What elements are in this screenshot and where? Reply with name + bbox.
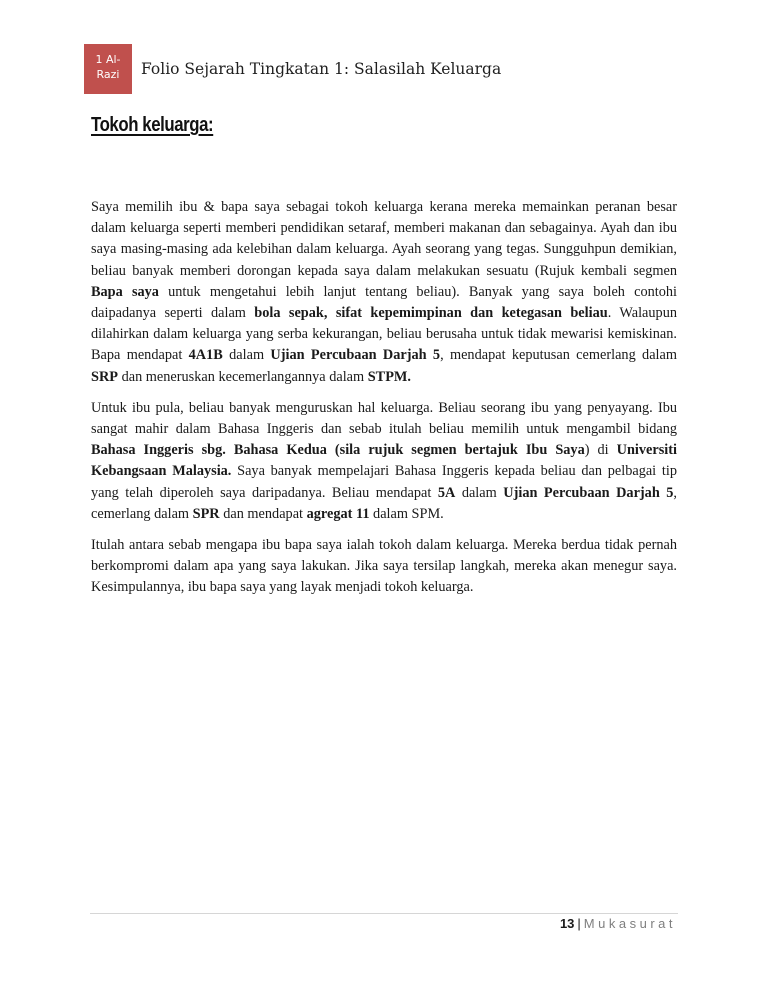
bold-run: STPM. (367, 368, 411, 385)
class-badge-line2: Razi (96, 68, 120, 81)
text-run: dalam SPM. (369, 505, 444, 522)
footer-divider (90, 913, 678, 914)
text-run: Saya memilih ibu & bapa saya sebagai tokoh keluarga kerana mereka memainkan peranan besar dalam keluarga seperti memberi pendidikan setaraf, memberi makanan dan sebagainya. Ayah dan ibu saya masing-masing ada kelebihan dalam keluarga. Ayah seorang yang tegas. Sungguhpun demikian, beliau banyak memberi dorongan kepada saya dalam melakukan sesuatu (Rujuk kembali segmen (91, 199, 677, 279)
text-run: dalam (455, 484, 504, 501)
bold-run: SPR (192, 505, 220, 522)
text-run: , mendapat keputusan cemerlang dalam (440, 347, 677, 364)
footer-label: Mukasurat (583, 916, 676, 931)
document-header-title: Folio Sejarah Tingkatan 1: Salasilah Keluarga (141, 60, 502, 78)
bold-run: Bapa saya (91, 283, 159, 300)
text-run: ) di (584, 442, 617, 459)
bold-run: Ujian Percubaan Darjah 5 (503, 484, 674, 501)
bold-run: Ujian Percubaan Darjah 5 (270, 347, 441, 364)
text-run: Itulah antara sebab mengapa ibu bapa saya ialah tokoh dalam keluarga. Mereka berdua tidak pernah berkompromi dalam apa yang saya lakukan. Jika saya tersilap langkah, mereka akan menegur saya. Kesimpulannya, ibu bapa saya yang layak menjadi tokoh keluarga. (91, 537, 677, 596)
class-badge (84, 44, 132, 94)
bold-run: Universiti Kebangsaan Malaysia. (91, 442, 678, 480)
section-heading: Tokoh keluarga: (91, 114, 214, 136)
paragraph (91, 197, 677, 388)
page-number: 13 (559, 916, 575, 931)
page-footer (560, 916, 676, 931)
text-run: Untuk ibu pula, beliau banyak menguruskan hal keluarga. Beliau seorang ibu yang penyayang. Ibu sangat mahir dalam Bahasa Inggeris dan sebab itulah beliau memilih untuk mengambil bidang (91, 399, 677, 438)
bold-run: SRP (91, 368, 119, 385)
body-text (91, 197, 677, 609)
text-run: . Walaupun dilahirkan dalam keluarga yang serba kekurangan, beliau berusaha untuk tidak mewarisi kemiskinan. Bapa mendapat (91, 305, 677, 364)
text-run: dan meneruskan kecemerlangannya dalam (118, 368, 368, 385)
text-run: untuk mengetahui lebih lanjut tentang beliau). Banyak yang saya boleh contohi daipadanya seperti dalam (91, 283, 677, 322)
text-run: dan mendapat (219, 505, 307, 522)
bold-run: 5A (437, 484, 456, 501)
bold-run: bola sepak, sifat kepemimpinan dan ketegasan beliau (254, 305, 608, 322)
paragraph (91, 398, 677, 525)
text-run: , cemerlang dalam (91, 484, 677, 522)
text-run: Saya banyak mempelajari Bahasa Inggeris kepada beliau dan pelbagai tip yang telah diperoleh saya daripadanya. Beliau mendapat (91, 463, 677, 501)
bold-run: Bahasa Inggeris sbg. Bahasa Kedua (sila rujuk segmen bertajuk Ibu Saya (91, 442, 585, 459)
class-badge-line1: 1 Al- (95, 53, 121, 66)
bold-run: 4A1B (188, 347, 223, 364)
text-run: dalam (222, 347, 271, 364)
paragraph (91, 535, 677, 599)
footer-separator: | (577, 916, 581, 931)
bold-run: agregat 11 (306, 505, 370, 522)
